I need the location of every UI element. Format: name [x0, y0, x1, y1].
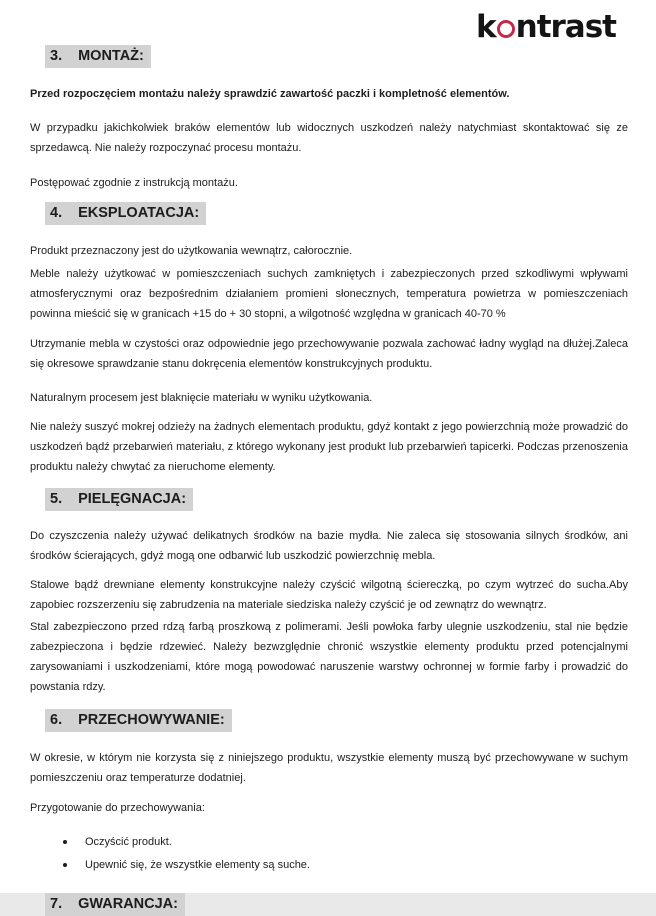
paragraph-przechowywanie-przygotowanie: Przygotowanie do przechowywania:: [30, 802, 205, 814]
section-heading-montaz: [45, 45, 628, 68]
heading-highlight: [45, 45, 151, 68]
section-title: PIELĘGNACJA:: [78, 491, 187, 507]
list-item: [30, 855, 628, 875]
paragraph-eksploatacja-przeznaczenie: Produkt przeznaczony jest do użytkowania wewnątrz, całorocznie.: [30, 245, 353, 257]
section-title: MONTAŻ:: [78, 48, 144, 64]
bullet-icon: [63, 863, 67, 867]
section-title: EKSPLOATACJA:: [78, 205, 200, 221]
list-item: [30, 832, 628, 852]
bullet-icon: [63, 840, 67, 844]
paragraph-pielegnacja-rdza: Stal zabezpieczono przed rdzą farbą proszkową z polimerami. Jeśli powłoka farby ulegnie uszkodzeniu, stal nie będzie zabezpieczona i będzie rdzewieć. Należy bezwzględnie chronić wszystkie elementy produktu przed potencjalnymi zarysowaniami i uszkodzeniami, które mogą powodować naruszenie warstwy ochronnej w formie farby i prowadzić do powstania rdzy.: [30, 621, 628, 693]
section-number: 6.: [50, 712, 63, 728]
section-number: 3.: [50, 48, 63, 64]
heading-highlight: [45, 202, 206, 225]
paragraph-montaz-instrukcja: Postępować zgodnie z instrukcją montażu.: [30, 177, 238, 189]
section-heading-gwarancja: [45, 893, 628, 916]
kontrast-logo: [476, 9, 616, 45]
paragraph-przechowywanie-okres: W okresie, w którym nie korzysta się z niniejszego produktu, wszystkie elementy muszą być przechowywane w suchym pomieszczeniu oraz temperaturze dodatniej.: [30, 752, 628, 784]
paragraph-eksploatacja-odziez: Nie należy suszyć mokrej odzieży na żadnych elementach produktu, gdyż kontakt z jego powierzchnią może prowadzić do uszkodzeń bądź przebarwień materiału, z którego wykonany jest produkt lub przebarwień tapicerki. Podczas przenoszenia produktu należy chwytać za nieruchome elementy.: [30, 421, 628, 473]
section-title: GWARANCJA:: [78, 896, 178, 912]
list-item-label: Oczyścić produkt.: [85, 836, 172, 848]
logo-text-ntrast: ntrast: [515, 9, 616, 45]
heading-highlight: [45, 488, 193, 511]
section-heading-eksploatacja: [45, 202, 628, 225]
section-number: 5.: [50, 491, 63, 507]
paragraph-pielegnacja-stalowe: Stalowe bądź drewniane elementy konstrukcyjne należy czyścić wilgotną ściereczką, po czym wytrzeć do sucha.Aby zapobiec rozszerzeniu się zabrudzenia na materiale siedziska należy czyścić je od zewnątrz do wewnątrz.: [30, 579, 628, 611]
logo-text-k: k: [476, 9, 496, 45]
section-heading-pielegnacja: [45, 488, 628, 511]
section-heading-przechowywanie: [45, 709, 628, 732]
paragraph-eksploatacja-czystosc: Utrzymanie mebla w czystości oraz odpowiednie jego przechowywanie pozwala zachować ładny wygląd na dłużej.Zaleca się okresowe sprawdzanie stanu dokręcenia elementów konstrukcyjnych produktu.: [30, 338, 628, 370]
heading-highlight: [45, 709, 232, 732]
paragraph-eksploatacja-warunki: Meble należy użytkować w pomieszczeniach suchych zamkniętych i zabezpieczonych przed szkodliwymi wpływami atmosferycznymi oraz bezpośrednim działaniem promieni słonecznych, temperatura powietrza w pomieszczeniach powinna mieścić się w granicach +15 do + 30 stopni, a wilgotność względna w granicach 40-70 %: [30, 268, 628, 320]
paragraph-montaz-intro: Przed rozpoczęciem montażu należy sprawdzić zawartość paczki i kompletność elementów.: [30, 88, 510, 100]
logo-o-ring-icon: [497, 20, 515, 38]
heading-highlight: [45, 893, 185, 916]
section-title: PRZECHOWYWANIE:: [78, 712, 225, 728]
paragraph-montaz-braki: W przypadku jakichkolwiek braków elementów lub widocznych uszkodzeń należy natychmiast skontaktować się ze sprzedawcą. Nie należy rozpoczynać procesu montażu.: [30, 122, 628, 154]
paragraph-pielegnacja-srodki: Do czyszczenia należy używać delikatnych środków na bazie mydła. Nie zaleca się stosowania silnych środków, ani środków ścierających, gdyż mogą one odbarwić lub uszkodzić powierzchnię mebla.: [30, 530, 628, 562]
storage-checklist: [30, 832, 628, 875]
section-number: 4.: [50, 205, 63, 221]
paragraph-eksploatacja-blakniecie: Naturalnym procesem jest blaknięcie materiału w wyniku użytkowania.: [30, 392, 373, 404]
section-number: 7.: [50, 896, 63, 912]
list-item-label: Upewnić się, że wszystkie elementy są suche.: [85, 859, 310, 871]
